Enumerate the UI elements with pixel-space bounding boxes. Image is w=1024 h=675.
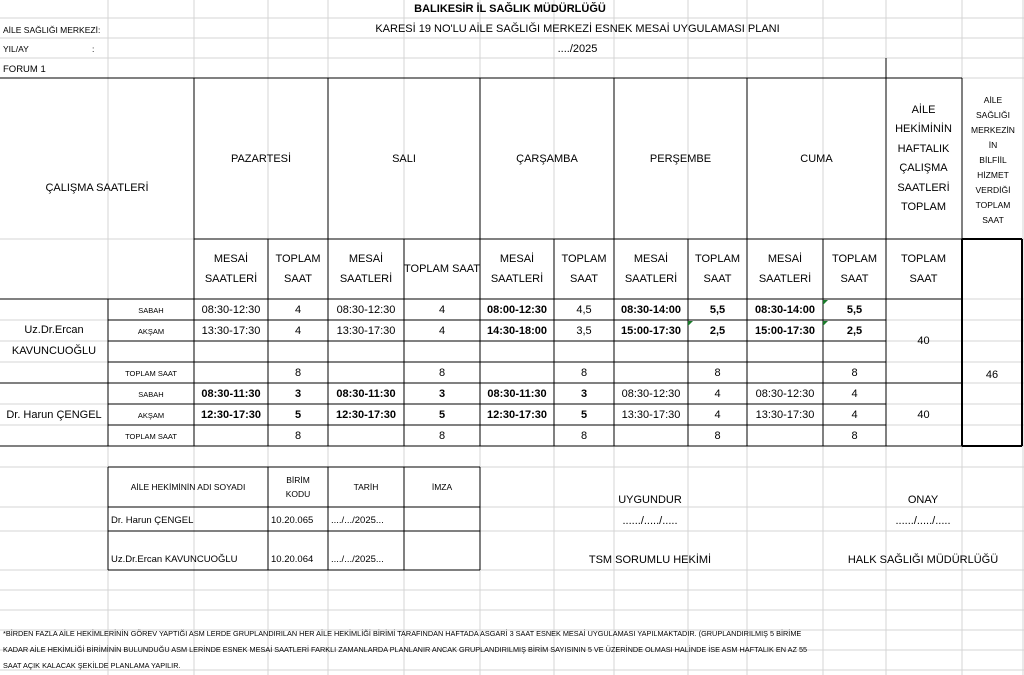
day-total-cell: 8 xyxy=(580,367,588,379)
hours-cell: 4 xyxy=(714,388,721,400)
hours-cell: 5,5 xyxy=(709,304,726,316)
hours-cell: 4 xyxy=(714,409,721,421)
day-header-monday: PAZARTESİ xyxy=(230,152,292,165)
time-cell: 08:30-11:30 xyxy=(487,388,547,400)
hours-cell: 4 xyxy=(294,304,302,316)
hours-cell: 4 xyxy=(294,325,302,337)
day-total-cell: 8 xyxy=(851,367,858,379)
hours-cell: 5 xyxy=(294,409,302,421)
time-cell: 08:30-14:00 xyxy=(755,304,815,316)
doctor-name: Dr. Harun ÇENGEL xyxy=(6,408,102,421)
sub-mesai-thu: MESAİ SAATLERİ xyxy=(624,253,678,285)
time-cell: 13:30-17:30 xyxy=(621,409,681,421)
sig-header-signature: İMZA xyxy=(431,482,453,492)
sabah-label: SABAH xyxy=(138,305,164,315)
working-hours-header: ÇALIŞMA SAATLERİ xyxy=(45,182,149,194)
time-cell: 13:30-17:30 xyxy=(336,325,396,337)
asm-total-hours: 46 xyxy=(985,369,999,381)
approval-right-title: ONAY xyxy=(907,494,939,506)
time-cell: 13:30-17:30 xyxy=(201,325,261,337)
form-label: FORUM 1 xyxy=(3,64,46,75)
sig-header-code: BİRİM KODU xyxy=(285,475,311,499)
sub-mesai-tue: MESAİ SAATLERİ xyxy=(339,253,393,285)
comment-marker-icon xyxy=(823,321,828,326)
day-total-cell: 8 xyxy=(714,367,721,379)
day-total-cell: 8 xyxy=(294,430,302,442)
sub-toplam-tue: TOPLAM SAAT xyxy=(404,263,481,275)
time-cell: 12:30-17:30 xyxy=(487,409,547,421)
hours-cell: 2,5 xyxy=(846,325,863,337)
day-total-cell: 8 xyxy=(438,367,446,379)
sig-row-date: ..../.../2025... xyxy=(331,554,384,565)
hours-cell: 3 xyxy=(580,388,588,400)
comment-marker-icon xyxy=(688,321,693,326)
footnote-line: *BİRDEN FAZLA AİLE HEKİMLERİNİN GÖREV YAPTIĞI ASM LERDE GRUPLANDIRILAN HER AİLE HEKİMLİĞİ BİRİMİ TARAFINDAN HAFTADA ASGARİ 3 SAAT ESNEK MESAİ UYGULAMASI YAPILMAKTADIR. (GRUPLANDIRILMIŞ 5 BİRİME xyxy=(3,629,802,638)
period-value: ..../2025 xyxy=(557,43,598,55)
page-title: BALIKESİR İL SAĞLIK MÜDÜRLÜĞÜ xyxy=(414,3,606,15)
sub-mesai-wed: MESAİ SAATLERİ xyxy=(490,253,544,285)
footnote-line: SAAT AÇIK KALACAK ŞEKİLDE PLANLAMA YAPILIR. xyxy=(3,661,181,670)
sig-row-name: Dr. Harun ÇENGEL xyxy=(111,515,194,526)
time-cell: 12:30-17:30 xyxy=(336,409,396,421)
time-cell: 15:00-17:30 xyxy=(621,325,681,337)
hours-cell: 4 xyxy=(851,388,858,400)
sabah-label: SABAH xyxy=(138,389,164,399)
sub-toplam-thu: TOPLAM SAAT xyxy=(694,253,741,285)
weekly-hours-header: AİLE HEKİMİNİN HAFTALIK ÇALIŞMA SAATLERİ TOPLAM xyxy=(895,103,952,213)
hours-cell: 5,5 xyxy=(846,304,863,316)
sub-toplam-wed: TOPLAM SAAT xyxy=(561,253,607,285)
sub-toplam-fri: TOPLAM SAAT xyxy=(831,253,878,285)
sig-row-name: Uz.Dr.Ercan KAVUNCUOĞLU xyxy=(111,554,238,565)
hours-cell: 3,5 xyxy=(576,325,592,337)
doctor-name: Uz.Dr.Ercan KAVUNCUOĞLU xyxy=(11,324,97,357)
weekly-total: 40 xyxy=(917,409,930,421)
time-cell: 08:30-12:30 xyxy=(621,388,681,400)
time-cell: 12:30-17:30 xyxy=(201,409,261,421)
hours-cell: 4,5 xyxy=(576,304,592,316)
aksam-label: AKŞAM xyxy=(137,410,165,420)
sub-weekly-total: TOPLAM SAAT xyxy=(900,253,947,285)
approval-left-date: ....../...../..... xyxy=(622,515,678,527)
footnote-line: KADAR AİLE HEKİMLİĞİ BİRİMİNİN BULUNDUĞU ASM LERİNDE ESNEK MESAİ SAATLERİ FARKLI ZAMANLARDA PLANLANIR ANCAK GRUPLANDIRILMIŞ BİRİM SAYISININ 5 VE ÜZERİNDE OLMASI HALİNDE İSE ASM HAFTALIK EN AZ 55 xyxy=(3,645,808,654)
day-total-cell: 8 xyxy=(580,430,588,442)
total-label: TOPLAM SAAT xyxy=(125,431,177,441)
total-label: TOPLAM SAAT xyxy=(125,368,177,378)
approval-right-date: ....../...../..... xyxy=(895,515,951,527)
sub-toplam-mon: TOPLAM SAAT xyxy=(275,253,321,285)
hours-cell: 3 xyxy=(294,388,302,400)
approval-right-role: HALK SAĞLIĞI MÜDÜRLÜĞÜ xyxy=(847,554,999,566)
time-cell: 08:30-11:30 xyxy=(336,388,396,400)
sub-mesai-fri: MESAİ SAATLERİ xyxy=(758,253,812,285)
time-cell: 08:00-12:30 xyxy=(487,304,547,316)
center-name: KARESİ 19 NO'LU AİLE SAĞLIĞI MERKEZİ ESNEK MESAİ UYGULAMASI PLANI xyxy=(375,23,780,35)
center-label: AİLE SAĞLIĞI MERKEZİ: xyxy=(3,25,101,35)
hours-cell: 3 xyxy=(438,388,446,400)
sub-mesai-mon: MESAİ SAATLERİ xyxy=(204,253,258,285)
approval-left-title: UYGUNDUR xyxy=(618,494,682,506)
comment-marker-icon xyxy=(823,300,828,305)
sig-row-code: 10.20.065 xyxy=(271,515,314,526)
period-label: YIL/AY xyxy=(3,44,29,54)
time-cell: 08:30-14:00 xyxy=(621,304,681,316)
approval-left-role: TSM SORUMLU HEKİMİ xyxy=(588,554,712,566)
hours-cell: 4 xyxy=(438,304,446,316)
day-header-tuesday: SALI xyxy=(392,152,416,165)
hours-cell: 4 xyxy=(438,325,446,337)
day-total-cell: 8 xyxy=(851,430,858,442)
time-cell: 08:30-11:30 xyxy=(201,388,261,400)
day-total-cell: 8 xyxy=(714,430,721,442)
day-total-cell: 8 xyxy=(438,430,446,442)
hours-cell: 5 xyxy=(438,409,446,421)
period-colon: : xyxy=(92,44,95,54)
time-cell: 15:00-17:30 xyxy=(755,325,815,337)
hours-cell: 5 xyxy=(580,409,588,421)
asm-hours-header: AİLE SAĞLIĞI MERKEZİN İN BİLFİİL HİZMET VERDİĞİ TOPLAM SAAT xyxy=(971,95,1015,225)
time-cell: 08:30-12:30 xyxy=(755,388,815,400)
sig-row-code: 10.20.064 xyxy=(271,554,314,565)
day-header-friday: CUMA xyxy=(800,152,833,165)
day-header-wednesday: ÇARŞAMBA xyxy=(516,152,578,165)
aksam-label: AKŞAM xyxy=(137,326,165,336)
sig-row-date: ..../.../2025... xyxy=(331,515,384,526)
hours-cell: 2,5 xyxy=(709,325,726,337)
hours-cell: 4 xyxy=(851,409,858,421)
time-cell: 08:30-12:30 xyxy=(336,304,396,316)
day-total-cell: 8 xyxy=(294,367,302,379)
sig-header-date: TARİH xyxy=(353,482,379,492)
day-header-thursday: PERŞEMBE xyxy=(649,152,712,165)
time-cell: 08:30-12:30 xyxy=(201,304,261,316)
time-cell: 14:30-18:00 xyxy=(487,325,547,337)
time-cell: 13:30-17:30 xyxy=(755,409,815,421)
weekly-total: 40 xyxy=(917,335,930,347)
sig-header-name: AİLE HEKİMİNİN ADI SOYADI xyxy=(130,482,246,492)
